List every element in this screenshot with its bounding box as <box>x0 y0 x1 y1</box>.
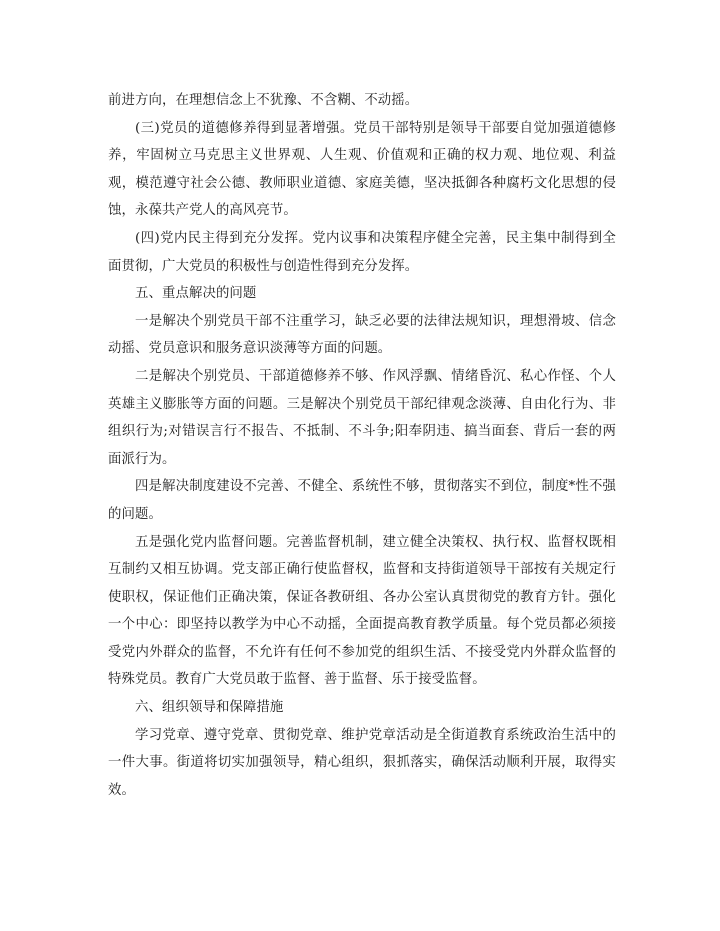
paragraph-inner-party-democracy: (四)党内民主得到充分发挥。党内议事和决策程序健全完善，民主集中制得到全面贯彻，广大党员的积极性与创造性得到充分发挥。 <box>108 230 616 274</box>
document-body <box>108 87 616 804</box>
paragraph-problem-two-three: 二是解决个别党员、干部道德修养不够、作风浮飘、情绪昏沉、私心作怪、个人英雄主义膨胀等方面的问题。三是解决个别党员干部纪律观念淡薄、自由化行为、非组织行为;对错误言行不报告、不抵制、不斗争;阳奉阴违、搞当面套、背后一套的两面派行为。 <box>108 368 616 467</box>
paragraph-problem-one: 一是解决个别党员干部不注重学习，缺乏必要的法律法规知识，理想滑坡、信念动摇、党员意识和服务意识淡薄等方面的问题。 <box>108 313 616 357</box>
paragraph-problem-four: 四是解决制度建设不完善、不健全、系统性不够，贯彻落实不到位，制度*性不强的问题。 <box>108 479 616 522</box>
paragraph-problem-five: 五是强化党内监督问题。完善监督机制，建立健全决策权、执行权、监督权既相互制约又相互协调。党支部正确行使监督权，监督和支持街道领导干部按有关规定行使职权，保证他们正确决策，保证各教研组、各办公室认真贯彻党的教育方针。强化一个中心：即坚持以教学为中心不动摇，全面提高教育教学质量。每个党员都必须接受党内外群众的监督，不允许有任何不参加党的组织生活、不接受党内外群众监督的特殊党员。教育广大党员敢于监督、善于监督、乐于接受监督。 <box>108 534 616 688</box>
paragraph-continued: 前进方向，在理想信念上不犹豫、不含糊、不动摇。 <box>108 93 419 108</box>
paragraph-moral-cultivation: (三)党员的道德修养得到显著增强。党员干部特别是领导干部要自觉加强道德修养，牢固树立马克思主义世界观、人生观、价值观和正确的权力观、地位观、利益观，模范遵守社会公德、教师职业道德、家庭美德，坚决抵御各种腐朽文化思想的侵蚀，永葆共产党人的高风亮节。 <box>108 120 616 219</box>
paragraph-organization-measures: 学习党章、遵守党章、贯彻党章、维护党章活动是全街道教育系统政治生活中的一件大事。街道将切实加强领导，精心组织，狠抓落实，确保活动顺利开展，取得实效。 <box>108 727 616 798</box>
section-heading-key-problems: 五、重点解决的问题 <box>135 286 257 302</box>
section-heading-organization: 六、组织领导和保障措施 <box>135 700 284 716</box>
